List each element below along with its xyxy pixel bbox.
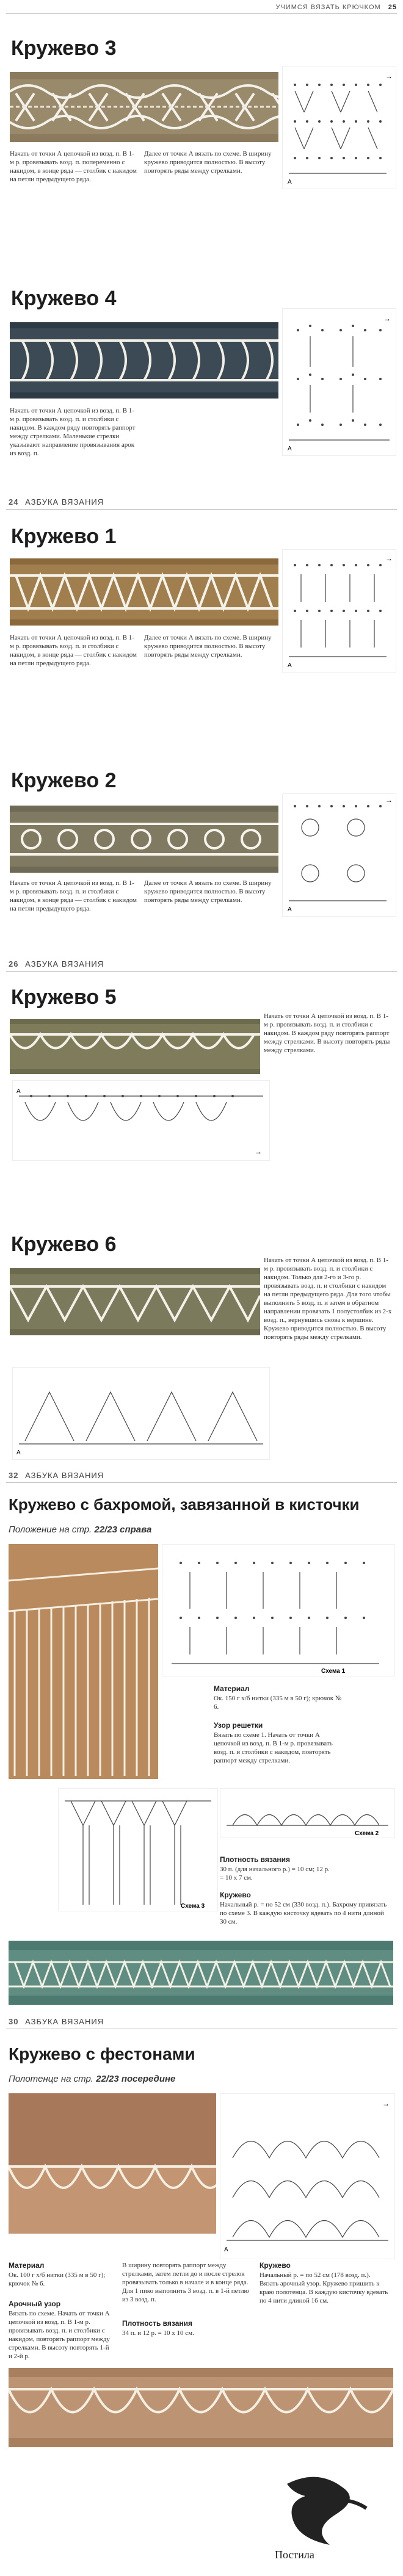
section-header [9,497,104,507]
crochet-chart [282,549,396,673]
pattern-label: Узор решетки [214,1721,263,1730]
svg-text:A: A [288,906,292,913]
lace-photo [10,1019,260,1074]
lace-text: Начальный р. = по 52 см (330 возд. п.). Бахрому привязать по схеме 3. В каждую кисточку вдевать по 4 нити длиной 30 см. [220,1901,387,1925]
section-title: Кружево 6 [11,1233,117,1256]
section-rule [6,509,397,510]
section-title: Кружево с бахромой, завязанной в кисточки [9,1495,360,1513]
section-header-label: АЗБУКА ВЯЗАНИЯ [25,2017,104,2026]
section-header [9,1471,104,1480]
svg-text:A: A [224,2246,228,2253]
crochet-chart [12,1367,270,1460]
svg-text:→: → [385,72,393,81]
lace-label: Кружево [260,2261,291,2270]
section-header-number: 30 [9,2017,19,2026]
crochet-chart [220,1788,395,1838]
section-header-number: 24 [9,497,19,507]
section-title: Кружево с фестонами [9,2044,195,2063]
density-label: Плотность вязания [220,1855,291,1864]
section-header [9,959,104,969]
density-text: 34 п. и 12 р. = 10 х 10 см. [122,2329,194,2337]
crochet-chart [220,2093,395,2259]
page-header-title: УЧИМСЯ ВЯЗАТЬ КРЮЧКОМ [275,4,381,11]
crochet-chart [282,793,396,917]
density-label: Плотность вязания [122,2319,193,2328]
svg-text:→: → [385,796,393,804]
section-text-right: Начать от точки А цепочкой из возд. п. В 1-м р. провязывать возд. п. и столбики с накидом. Только для 2-го и 3-го р. провязывать возд. п. и столбики с накидом на петли предыдущего ряда. Для того чтобы выполнить 5 возд. п. и затем в обратном направлении провязать 1 полустолбик из 2-х возд. п., вернувшись снова к вершине. Кружево приводится полностью. В высоту повторять ряды между стрелками. [264,1257,392,1341]
pattern-text: Вязать по схеме 1. Начать от точки А цепочкой из возд. п. В 1-м р. провязывать возд. п. и столбики с накидом, повторять раппорт между стрелками. [214,1731,333,1764]
crochet-chart [58,1788,218,1911]
crochet-chart [282,66,396,189]
lace-photo [10,1268,260,1335]
position-note [9,1524,151,1535]
section-rule [6,1482,397,1483]
svg-text:→: → [383,314,391,323]
svg-text:A: A [16,1449,21,1456]
section-title: Кружево 5 [11,986,117,1009]
scheme-label: Схема 2 [355,1830,379,1837]
scheme-label: Схема 1 [321,1668,346,1675]
material-text: Ок. 100 г х/б нитки (335 м в 50 г); крючок № 6. [9,2271,106,2287]
arch-pattern-text: Вязать по схеме. Начать от точки А цепочкой из возд. п. В 1-м р. провязывать возд. п. и столбики с накидом, повторять раппорт между стрелками. В высоту повторять 1-й и 2-й р. [9,2310,110,2360]
section-text-left: Начать от точки А цепочкой из возд. п. В 1-м р. провязывать возд. п. попеременно с накидом, в конце ряда — столбик с накидом на петли предыдущего ряда. [10,150,137,183]
lace-photo [10,806,278,873]
section-text-right: Далее от точки А вязать по схеме. В ширину кружево приводится полностью. В высоту повторять ряды между стрелками. [144,879,272,904]
header-rule [6,13,397,14]
position-value: 22/23 справа [94,1524,152,1535]
section-text-right: Далее от точки А вязать по схеме. В ширину кружево приводится полностью. В высоту повторять ряды между стрелками. [144,634,272,658]
section-text-right: Начать от точки А цепочкой из возд. п. В 1-м р. провязывать возд. п. и столбики с накидом. В каждом ряду повторять раппорт между стрелками. В высоту повторять ряды между стрелками. [264,1012,390,1054]
material-text: Ок. 150 г х/б нитки (335 м в 50 г); крючок № 6. [214,1695,342,1711]
section-text-right: Далее от точки А вязать по схеме. В ширину кружево приводится полностью. В высоту повторять ряды между стрелками. [144,150,272,175]
svg-text:A: A [288,179,292,186]
position-prefix: Полотенце на стр. [9,2074,93,2084]
scheme-label: Схема 3 [181,1903,205,1910]
section-header-label: АЗБУКА ВЯЗАНИЯ [25,497,104,507]
arch-pattern-label: Арочный узор [9,2300,61,2308]
lace-photo [10,322,278,399]
crochet-chart [282,308,396,456]
svg-text:→: → [382,2099,390,2108]
material-label: Материал [214,1684,250,1693]
page-number: 25 [388,4,397,11]
section-header-number: 26 [9,959,19,969]
svg-text:→: → [385,554,393,563]
section-header-label: АЗБУКА ВЯЗАНИЯ [25,1471,104,1480]
lace-photo [10,72,278,142]
section-title: Кружево 3 [11,37,117,60]
position-note [9,2074,175,2084]
page-header [220,4,397,11]
section-text-left: Начать от точки А цепочкой из возд. п. В 1-м р. провязывать возд. п. и столбики с накидом. В каждом ряду повторять раппорт между стрелками. Маленькие стрелки указывают направление провязывания арок из возд. п. [10,407,136,457]
section-rule [6,971,397,972]
svg-text:→: → [255,1147,262,1156]
lace-text: Начальный р. = по 52 см (178 возд. п.). Вязать арочный узор. Кружево пришить к краю полотенца. В каждую кисточку вдевать по 4 нити длиной 16 см. [260,2271,388,2304]
material-label: Материал [9,2261,45,2270]
festoon-strip-photo [9,2368,393,2447]
lace-photo [10,558,278,626]
crochet-chart [12,1080,270,1161]
density-text: 30 п. (для начального р.) = 10 см; 12 р. = 10 х 7 см. [220,1866,330,1881]
section-title: Кружево 4 [11,287,117,310]
repeat-text: В ширину повторять раппорт между стрелками, затем петли до и после стрелок провязывать только в начале и в конце ряда. Для 1 пико выполнить 3 возд. п. в 1-й петлю из 3 возд. п. [122,2262,249,2303]
logo-text: Постила [275,2549,314,2561]
svg-text:A: A [16,1088,21,1095]
watermark-logo [263,2466,391,2563]
fringe-photo [9,1544,158,1779]
fringe-strip-photo [9,1941,393,2005]
crochet-chart [162,1544,395,1676]
section-header-label: АЗБУКА ВЯЗАНИЯ [25,959,104,969]
section-header [9,2017,104,2026]
lace-label: Кружево [220,1891,251,1899]
position-prefix: Положение на стр. [9,1524,92,1535]
section-title: Кружево 1 [11,525,117,548]
position-value: 22/23 посередине [96,2074,176,2084]
section-header-number: 32 [9,1471,19,1480]
section-title: Кружево 2 [11,769,117,792]
svg-text:A: A [288,446,292,452]
svg-text:A: A [288,662,292,669]
festoon-photo [9,2093,216,2234]
section-text-left: Начать от точки А цепочкой из возд. п. В 1-м р. провязывать возд. п. и столбики с накидом, в конце ряда — столбик с накидом на петли предыдущего ряда. [10,634,137,667]
section-text-left: Начать от точки А цепочкой из возд. п. В 1-м р. провязывать возд. п. и столбики с накидом, в конце ряда — столбик с накидом на петли предыдущего ряда. [10,879,137,912]
